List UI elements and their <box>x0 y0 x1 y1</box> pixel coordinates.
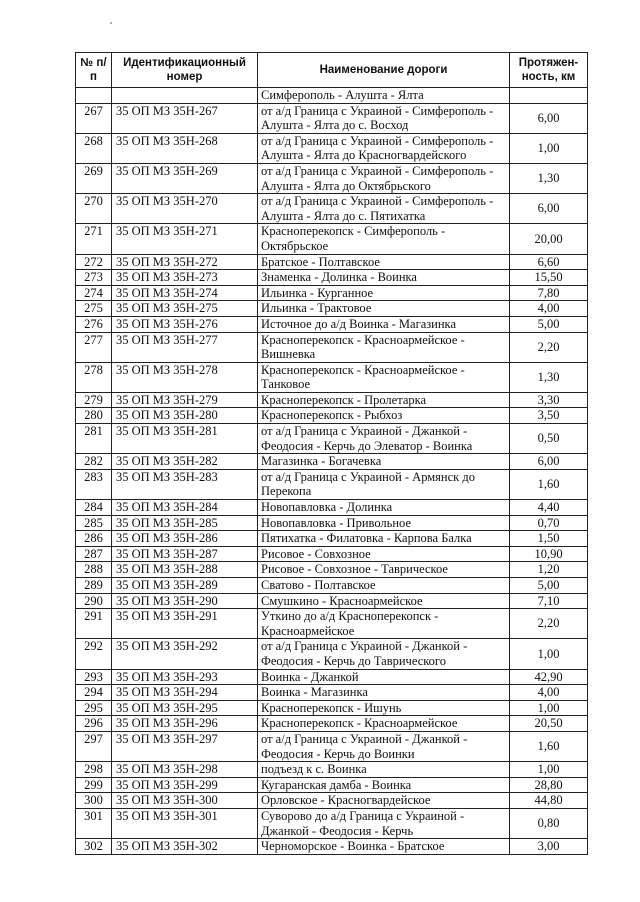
row-number: 278 <box>76 362 112 392</box>
row-length: 1,00 <box>510 639 588 669</box>
table-row <box>76 685 588 701</box>
row-length: 1,60 <box>510 469 588 499</box>
row-road-name: Смушкино - Красноармейское <box>258 593 510 609</box>
row-road-name: от а/д Граница с Украиной - Симферополь - Алушта - Ялта до Красногвардейского <box>258 133 510 163</box>
row-number: 280 <box>76 408 112 424</box>
table-row <box>76 194 588 224</box>
row-identifier: 35 ОП МЗ 35Н-299 <box>112 777 258 793</box>
header-length: Протяжен-ность, км <box>510 53 588 88</box>
row-number: 268 <box>76 133 112 163</box>
row-road-name: Орловское - Красногвардейское <box>258 793 510 809</box>
row-identifier: 35 ОП МЗ 35Н-301 <box>112 808 258 838</box>
continuation-row <box>76 88 588 104</box>
row-road-name: Красноперекопск - Симферополь - Октябрьское <box>258 224 510 254</box>
row-length: 1,50 <box>510 531 588 547</box>
row-identifier: 35 ОП МЗ 35Н-280 <box>112 408 258 424</box>
row-identifier: 35 ОП МЗ 35Н-302 <box>112 839 258 855</box>
row-identifier: 35 ОП МЗ 35Н-286 <box>112 531 258 547</box>
row-road-name: Пятихатка - Филатовка - Карпова Балка <box>258 531 510 547</box>
table-row <box>76 362 588 392</box>
row-road-name: Братское - Полтавское <box>258 254 510 270</box>
row-length: 6,00 <box>510 454 588 470</box>
row-identifier: 35 ОП МЗ 35Н-297 <box>112 731 258 761</box>
row-number: 267 <box>76 103 112 133</box>
row-number: 285 <box>76 515 112 531</box>
row-identifier: 35 ОП МЗ 35Н-291 <box>112 609 258 639</box>
row-length: 20,50 <box>510 716 588 732</box>
row-identifier: 35 ОП МЗ 35Н-285 <box>112 515 258 531</box>
row-length: 20,00 <box>510 224 588 254</box>
row-identifier: 35 ОП МЗ 35Н-283 <box>112 469 258 499</box>
row-number: 277 <box>76 332 112 362</box>
table-row <box>76 224 588 254</box>
row-number: 298 <box>76 762 112 778</box>
continuation-text: Симферополь - Алушта - Ялта <box>258 88 510 104</box>
row-length: 4,00 <box>510 685 588 701</box>
table-row <box>76 301 588 317</box>
table-row <box>76 808 588 838</box>
row-length: 3,00 <box>510 839 588 855</box>
row-road-name: Красноперекопск - Ишунь <box>258 700 510 716</box>
row-road-name: от а/д Граница с Украиной - Джанкой - Феодосия - Керчь до Воинки <box>258 731 510 761</box>
table-row <box>76 762 588 778</box>
table-header-row <box>76 53 588 88</box>
table-row <box>76 593 588 609</box>
row-number: 295 <box>76 700 112 716</box>
row-road-name: Ильинка - Трактовое <box>258 301 510 317</box>
row-identifier: 35 ОП МЗ 35Н-288 <box>112 562 258 578</box>
row-number: 293 <box>76 669 112 685</box>
table-row <box>76 500 588 516</box>
row-length: 4,40 <box>510 500 588 516</box>
row-length: 1,00 <box>510 700 588 716</box>
table-row <box>76 515 588 531</box>
row-number: 287 <box>76 546 112 562</box>
table-row <box>76 163 588 193</box>
row-length: 6,60 <box>510 254 588 270</box>
row-number: 291 <box>76 609 112 639</box>
row-number: 276 <box>76 316 112 332</box>
table-row <box>76 133 588 163</box>
table-row <box>76 562 588 578</box>
row-road-name: Уткино до а/д Красноперекопск - Красноармейское <box>258 609 510 639</box>
table-row <box>76 531 588 547</box>
row-identifier: 35 ОП МЗ 35Н-296 <box>112 716 258 732</box>
table-row <box>76 454 588 470</box>
row-length: 3,30 <box>510 392 588 408</box>
row-identifier: 35 ОП МЗ 35Н-294 <box>112 685 258 701</box>
row-number: 299 <box>76 777 112 793</box>
row-number: 296 <box>76 716 112 732</box>
row-identifier: 35 ОП МЗ 35Н-284 <box>112 500 258 516</box>
row-number: 283 <box>76 469 112 499</box>
row-identifier: 35 ОП МЗ 35Н-295 <box>112 700 258 716</box>
row-number: 301 <box>76 808 112 838</box>
header-identifier: Идентификационный номер <box>112 53 258 88</box>
table-row <box>76 731 588 761</box>
row-length: 1,30 <box>510 362 588 392</box>
row-road-name: Сватово - Полтавское <box>258 578 510 594</box>
header-road-name: Наименование дороги <box>258 53 510 88</box>
row-identifier: 35 ОП МЗ 35Н-268 <box>112 133 258 163</box>
row-road-name: Красноперекопск - Рыбхоз <box>258 408 510 424</box>
row-length: 0,70 <box>510 515 588 531</box>
table-row <box>76 285 588 301</box>
row-road-name: Воинка - Джанкой <box>258 669 510 685</box>
row-identifier: 35 ОП МЗ 35Н-282 <box>112 454 258 470</box>
row-identifier: 35 ОП МЗ 35Н-269 <box>112 163 258 193</box>
row-length: 3,50 <box>510 408 588 424</box>
table-row <box>76 578 588 594</box>
row-identifier: 35 ОП МЗ 35Н-278 <box>112 362 258 392</box>
row-length: 44,80 <box>510 793 588 809</box>
table-row <box>76 777 588 793</box>
row-road-name: Магазинка - Богачевка <box>258 454 510 470</box>
row-identifier: 35 ОП МЗ 35Н-281 <box>112 424 258 454</box>
table-row <box>76 609 588 639</box>
row-number: 286 <box>76 531 112 547</box>
row-road-name: Кугаранская дамба - Воинка <box>258 777 510 793</box>
row-identifier: 35 ОП МЗ 35Н-275 <box>112 301 258 317</box>
row-number: 297 <box>76 731 112 761</box>
row-road-name: Ильинка - Курганное <box>258 285 510 301</box>
row-identifier: 35 ОП МЗ 35Н-274 <box>112 285 258 301</box>
row-length: 7,10 <box>510 593 588 609</box>
row-length: 4,00 <box>510 301 588 317</box>
row-road-name: Черноморское - Воинка - Братское <box>258 839 510 855</box>
row-identifier: 35 ОП МЗ 35Н-267 <box>112 103 258 133</box>
road-register-sheet <box>75 52 587 855</box>
row-road-name: от а/д Граница с Украиной - Симферополь - Алушта - Ялта до Октябрьского <box>258 163 510 193</box>
row-length: 1,00 <box>510 762 588 778</box>
row-length: 2,20 <box>510 332 588 362</box>
row-identifier: 35 ОП МЗ 35Н-287 <box>112 546 258 562</box>
table-row <box>76 254 588 270</box>
table-row <box>76 270 588 286</box>
row-identifier: 35 ОП МЗ 35Н-289 <box>112 578 258 594</box>
row-identifier: 35 ОП МЗ 35Н-273 <box>112 270 258 286</box>
table-row <box>76 424 588 454</box>
row-number: 292 <box>76 639 112 669</box>
row-number: 271 <box>76 224 112 254</box>
scan-speck <box>110 22 112 24</box>
row-road-name: Воинка - Магазинка <box>258 685 510 701</box>
row-length: 15,50 <box>510 270 588 286</box>
row-length: 2,20 <box>510 609 588 639</box>
row-road-name: Красноперекопск - Пролетарка <box>258 392 510 408</box>
row-length: 0,50 <box>510 424 588 454</box>
row-identifier: 35 ОП МЗ 35Н-277 <box>112 332 258 362</box>
row-length: 42,90 <box>510 669 588 685</box>
row-number: 289 <box>76 578 112 594</box>
row-number: 281 <box>76 424 112 454</box>
row-road-name: Рисовое - Совхозное <box>258 546 510 562</box>
row-identifier: 35 ОП МЗ 35Н-298 <box>112 762 258 778</box>
row-identifier: 35 ОП МЗ 35Н-300 <box>112 793 258 809</box>
row-road-name: от а/д Граница с Украиной - Армянск до Перекопа <box>258 469 510 499</box>
row-number: 272 <box>76 254 112 270</box>
row-length: 6,00 <box>510 194 588 224</box>
row-number: 294 <box>76 685 112 701</box>
table-row <box>76 469 588 499</box>
row-road-name: Красноперекопск - Красноармейское - Танковое <box>258 362 510 392</box>
row-number: 275 <box>76 301 112 317</box>
row-number: 269 <box>76 163 112 193</box>
row-identifier: 35 ОП МЗ 35Н-271 <box>112 224 258 254</box>
row-road-name: от а/д Граница с Украиной - Симферополь - Алушта - Ялта до с. Восход <box>258 103 510 133</box>
row-road-name: Источное до а/д Воинка - Магазинка <box>258 316 510 332</box>
row-number: 284 <box>76 500 112 516</box>
row-road-name: Суворово до а/д Граница с Украиной - Джанкой - Феодосия - Керчь <box>258 808 510 838</box>
row-number: 288 <box>76 562 112 578</box>
table-row <box>76 669 588 685</box>
row-identifier: 35 ОП МЗ 35Н-290 <box>112 593 258 609</box>
row-length: 5,00 <box>510 316 588 332</box>
row-number: 270 <box>76 194 112 224</box>
row-road-name: от а/д Граница с Украиной - Джанкой - Феодосия - Керчь до Таврического <box>258 639 510 669</box>
row-length: 6,00 <box>510 103 588 133</box>
header-number: № п/п <box>76 53 112 88</box>
table-row <box>76 546 588 562</box>
table-row <box>76 700 588 716</box>
row-road-name: Новопавловка - Привольное <box>258 515 510 531</box>
table-row <box>76 408 588 424</box>
row-identifier: 35 ОП МЗ 35Н-272 <box>112 254 258 270</box>
row-length: 1,60 <box>510 731 588 761</box>
row-road-name: Знаменка - Долинка - Воинка <box>258 270 510 286</box>
row-road-name: Красноперекопск - Красноармейское <box>258 716 510 732</box>
row-road-name: подъезд к с. Воинка <box>258 762 510 778</box>
row-road-name: Новопавловка - Долинка <box>258 500 510 516</box>
row-road-name: от а/д Граница с Украиной - Симферополь - Алушта - Ялта до с. Пятихатка <box>258 194 510 224</box>
table-row <box>76 316 588 332</box>
row-number: 282 <box>76 454 112 470</box>
row-length: 1,30 <box>510 163 588 193</box>
row-number: 300 <box>76 793 112 809</box>
row-length: 1,00 <box>510 133 588 163</box>
row-number: 279 <box>76 392 112 408</box>
row-number: 302 <box>76 839 112 855</box>
row-number: 290 <box>76 593 112 609</box>
row-road-name: Красноперекопск - Красноармейское - Вишневка <box>258 332 510 362</box>
row-number: 273 <box>76 270 112 286</box>
row-road-name: Рисовое - Совхозное - Таврическое <box>258 562 510 578</box>
table-row <box>76 639 588 669</box>
table-row <box>76 392 588 408</box>
road-register-table <box>75 52 588 855</box>
row-number: 274 <box>76 285 112 301</box>
row-length: 7,80 <box>510 285 588 301</box>
table-row <box>76 793 588 809</box>
table-row <box>76 716 588 732</box>
row-length: 1,20 <box>510 562 588 578</box>
row-identifier: 35 ОП МЗ 35Н-276 <box>112 316 258 332</box>
row-road-name: от а/д Граница с Украиной - Джанкой - Феодосия - Керчь до Элеватор - Воинка <box>258 424 510 454</box>
row-identifier: 35 ОП МЗ 35Н-293 <box>112 669 258 685</box>
row-length: 0,80 <box>510 808 588 838</box>
table-row <box>76 332 588 362</box>
row-length: 10,90 <box>510 546 588 562</box>
row-identifier: 35 ОП МЗ 35Н-292 <box>112 639 258 669</box>
row-identifier: 35 ОП МЗ 35Н-270 <box>112 194 258 224</box>
row-identifier: 35 ОП МЗ 35Н-279 <box>112 392 258 408</box>
row-length: 5,00 <box>510 578 588 594</box>
row-length: 28,80 <box>510 777 588 793</box>
table-row <box>76 839 588 855</box>
table-row <box>76 103 588 133</box>
